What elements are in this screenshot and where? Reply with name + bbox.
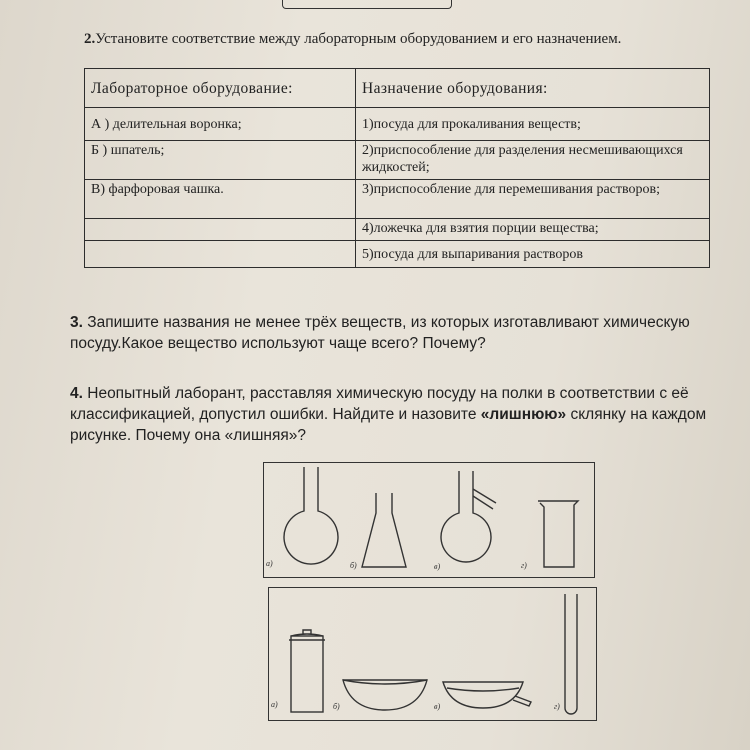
figure-2-label: г) bbox=[554, 702, 560, 711]
figure-1-label: б) bbox=[350, 561, 357, 570]
figure-1-label: г) bbox=[521, 561, 527, 570]
purpose-cell: 2)приспособление для разделения несмешивающихся жидкостей; bbox=[356, 141, 710, 180]
table-row bbox=[85, 241, 710, 268]
figure-2-drawing bbox=[269, 588, 596, 720]
figure-1 bbox=[263, 462, 595, 578]
figure-1-drawing bbox=[264, 463, 594, 577]
purpose-cell: 5)посуда для выпаривания растворов bbox=[356, 241, 710, 268]
question-2-text: Установите соответствие между лабораторным оборудованием и его назначением. bbox=[95, 31, 622, 47]
figure-2-label: а) bbox=[271, 700, 278, 709]
figure-2-label: б) bbox=[333, 702, 340, 711]
question-4 bbox=[70, 383, 730, 446]
header-equipment: Лабораторное оборудование: bbox=[85, 69, 356, 108]
header-purpose: Назначение оборудования: bbox=[356, 69, 710, 108]
question-4-number: 4. bbox=[70, 385, 83, 402]
purpose-cell: 3)приспособление для перемешивания растворов; bbox=[356, 180, 710, 219]
table-row bbox=[85, 180, 710, 219]
test-tube-icon bbox=[565, 594, 577, 714]
purpose-cell: 4)ложечка для взятия порции вещества; bbox=[356, 219, 710, 241]
question-3 bbox=[70, 312, 730, 354]
question-3-number: 3. bbox=[70, 314, 83, 331]
question-4-text-after: склянку на каждом рисунке. Почему она «лишняя»? bbox=[70, 406, 707, 444]
equipment-cell bbox=[85, 241, 356, 268]
equipment-cell: Б ) шпатель; bbox=[85, 141, 356, 180]
equipment-cell bbox=[85, 219, 356, 241]
question-2-number: 2. bbox=[84, 31, 96, 47]
porcelain-bowl-icon bbox=[443, 682, 531, 708]
figure-1-label: а) bbox=[266, 559, 273, 568]
equipment-cell: А ) делительная воронка; bbox=[85, 108, 356, 141]
evaporating-dish-icon bbox=[343, 680, 427, 710]
question-4-bold: «лишнюю» bbox=[480, 406, 567, 423]
table-row bbox=[85, 219, 710, 241]
table-row bbox=[85, 108, 710, 141]
round-bottom-flask-icon bbox=[284, 467, 338, 564]
purpose-cell: 1)посуда для прокаливания веществ; bbox=[356, 108, 710, 141]
distillation-flask-icon bbox=[441, 471, 491, 562]
figure-2-label: в) bbox=[434, 702, 441, 711]
question-3-text: Запишите названия не менее трёх веществ, из которых изготавливают химическую посуду.Какое вещество используют чаще всего? Почему? bbox=[70, 314, 690, 352]
table-row bbox=[85, 141, 710, 180]
matching-table bbox=[84, 68, 710, 268]
table-header-row bbox=[85, 69, 710, 108]
figure-2 bbox=[268, 587, 597, 721]
equipment-cell: В) фарфоровая чашка. bbox=[85, 180, 356, 219]
question-4-text-before: Неопытный лаборант, расставляя химическую посуду на полки в соответствии с её классификацией, допустил ошибки. Найдите и назовите bbox=[70, 385, 689, 423]
beaker-icon bbox=[538, 501, 578, 567]
question-2-title bbox=[84, 30, 724, 48]
conical-flask-icon bbox=[362, 493, 406, 567]
jar-with-lid-icon bbox=[289, 630, 325, 712]
figure-1-label: в) bbox=[434, 562, 441, 571]
top-answer-box bbox=[282, 0, 452, 9]
